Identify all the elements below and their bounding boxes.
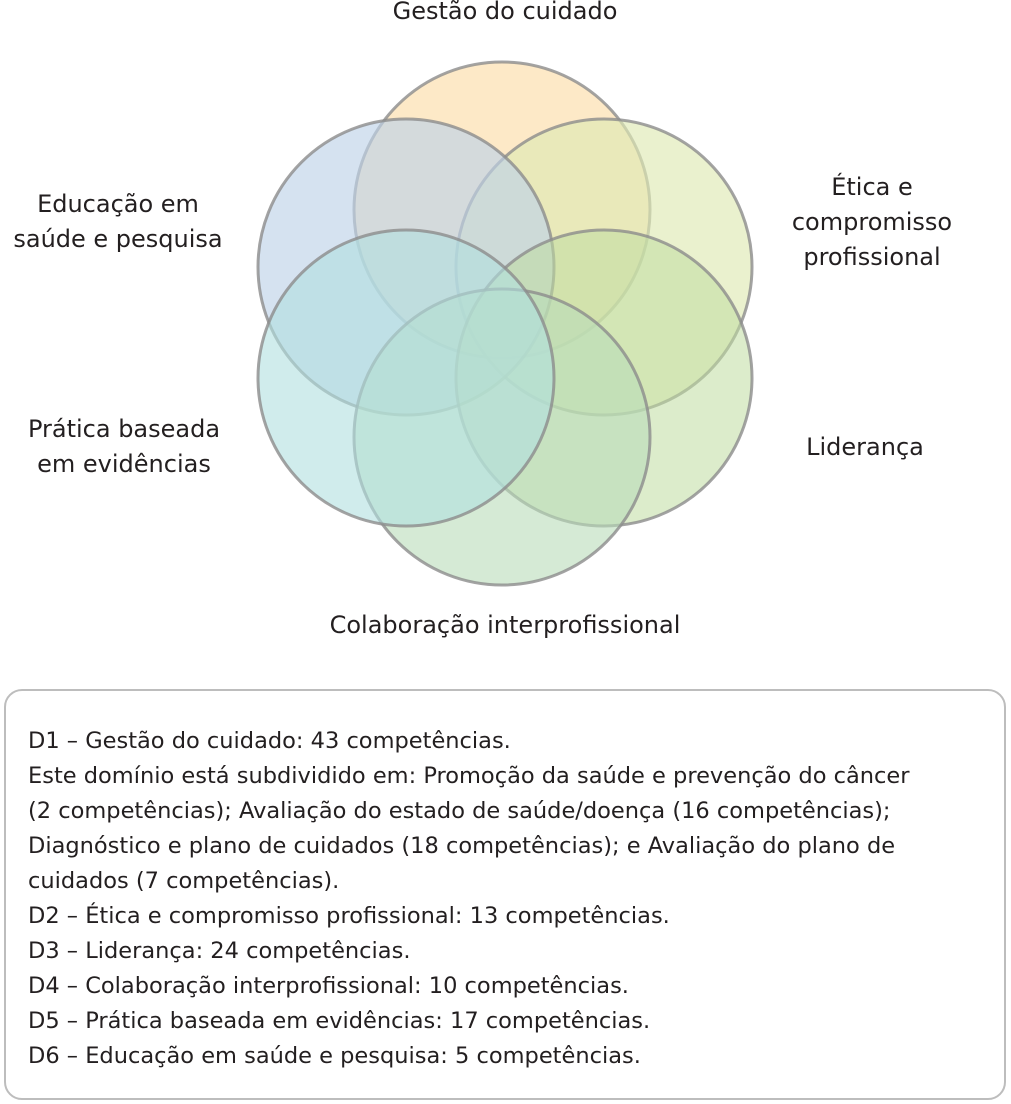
legend-line-d1-subdivision: (2 competências); Avaliação do estado de saúde/doença (16 competências); [28, 798, 891, 824]
label-line: Gestão do cuidado [392, 0, 618, 25]
legend-line-d1-subdivision: Diagnóstico e plano de cuidados (18 competências); e Avaliação do plano de [28, 833, 896, 859]
legend-line-d1-subdivision: Este domínio está subdividido em: Promoção da saúde e prevenção do câncer [28, 763, 910, 789]
legend-line-d1-subdivision: cuidados (7 competências). [28, 868, 340, 894]
legend-line-d5: D5 – Prática baseada em evidências: 17 competências. [28, 1008, 651, 1034]
legend-text [28, 724, 984, 1074]
label-line: compromisso [791, 208, 953, 236]
label-line: Educação em [37, 190, 199, 218]
label-line: profissional [803, 243, 941, 271]
legend-line-d2: D2 – Ética e compromisso profissional: 13 competências. [28, 903, 670, 929]
legend-line-d4: D4 – Colaboração interprofissional: 10 competências. [28, 973, 629, 999]
label-pratica-baseada-em-evidencias [0, 412, 248, 482]
label-lideranca [780, 430, 950, 465]
label-line: Prática baseada [27, 415, 221, 443]
label-gestao-do-cuidado [335, 0, 675, 29]
label-line: saúde e pesquisa [13, 225, 223, 253]
legend-line-d3: D3 – Liderança: 24 competências. [28, 938, 411, 964]
circle-pratica-baseada [258, 230, 554, 526]
legend-line-d6: D6 – Educação em saúde e pesquisa: 5 competências. [28, 1043, 641, 1069]
legend-box [4, 689, 1006, 1100]
legend-line-d1: D1 – Gestão do cuidado: 43 competências. [28, 728, 511, 754]
label-line: Colaboração interprofissional [329, 611, 681, 639]
label-educacao-em-saude-e-pesquisa [0, 187, 236, 257]
label-line: Liderança [806, 433, 924, 461]
label-etica-e-compromisso-profissional [772, 170, 972, 275]
label-line: Ética e [831, 173, 913, 201]
label-line: em evidências [37, 450, 211, 478]
label-colaboracao-interprofissional [280, 608, 730, 643]
